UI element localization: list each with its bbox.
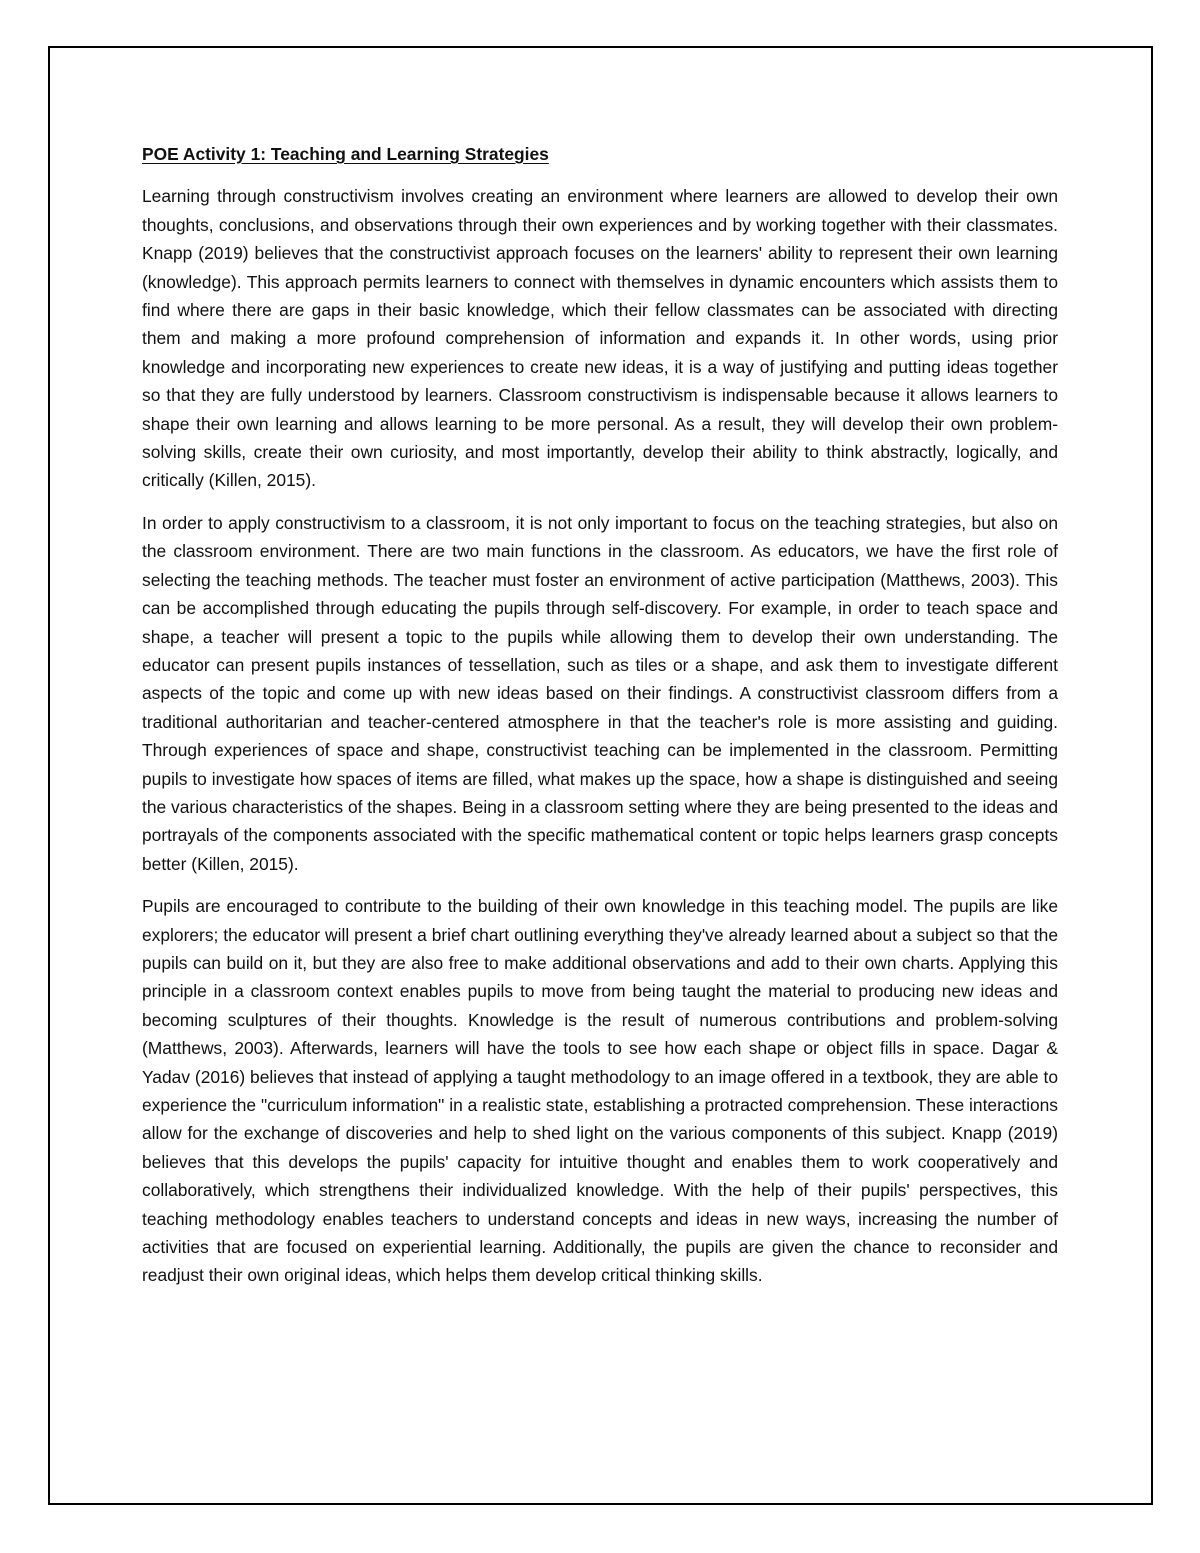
document-title: POE Activity 1: Teaching and Learning Strategies [142, 144, 549, 164]
paragraph-1: Learning through constructivism involves creating an environment where learners are allowed to develop their own thoughts, conclusions, and observations through their own experiences and by working together with their classmates. Knapp (2019) believes that the constructivist approach focuses on the learners' ability to represent their own learning (knowledge). This approach permits learners to connect with themselves in dynamic encounters which assists them to find where there are gaps in their basic knowledge, which their fellow classmates can be associated with directing them and making a more profound comprehension of information and expands it. In other words, using prior knowledge and incorporating new experiences to create new ideas, it is a way of justifying and putting ideas together so that they are fully understood by learners. Classroom constructivism is indispensable because it allows learners to shape their own learning and allows learning to be more personal. As a result, they will develop their own problem-solving skills, create their own curiosity, and most importantly, develop their ability to think abstractly, logically, and critically (Killen, 2015). [142, 186, 1058, 491]
paragraph-3: Pupils are encouraged to contribute to the building of their own knowledge in this teaching model. The pupils are like explorers; the educator will present a brief chart outlining everything they've already learned about a subject so that the pupils can build on it, but they are also free to make additional observations and add to their own charts. Applying this principle in a classroom context enables pupils to move from being taught the material to producing new ideas and becoming sculptures of their thoughts. Knowledge is the result of numerous contributions and problem-solving (Matthews, 2003). Afterwards, learners will have the tools to see how each shape or object fills in space. Dagar & Yadav (2016) believes that instead of applying a taught methodology to an image offered in a textbook, they are able to experience the "curriculum information" in a realistic state, establishing a protracted comprehension. These interactions allow for the exchange of discoveries and help to shed light on the various components of this subject. Knapp (2019) believes that this develops the pupils' capacity for intuitive thought and enables them to work cooperatively and collaboratively, which strengthens their individualized knowledge. With the help of their pupils' perspectives, this teaching methodology enables teachers to understand concepts and ideas in new ways, increasing the number of activities that are focused on experiential learning. Additionally, the pupils are given the chance to reconsider and readjust their own original ideas, which helps them develop critical thinking skills. [142, 896, 1058, 1286]
document-body [142, 140, 1058, 1304]
paragraph-2: In order to apply constructivism to a classroom, it is not only important to focus on the teaching strategies, but also on the classroom environment. There are two main functions in the classroom. As educators, we have the first role of selecting the teaching methods. The teacher must foster an environment of active participation (Matthews, 2003). This can be accomplished through educating the pupils through self-discovery. For example, in order to teach space and shape, a teacher will present a topic to the pupils while allowing them to develop their own understanding. The educator can present pupils instances of tessellation, such as tiles or a shape, and ask them to investigate different aspects of the topic and come up with new ideas based on their findings. A constructivist classroom differs from a traditional authoritarian and teacher-centered atmosphere in that the teacher's role is more assisting and guiding. Through experiences of space and shape, constructivist teaching can be implemented in the classroom. Permitting pupils to investigate how spaces of items are filled, what makes up the space, how a shape is distinguished and seeing the various characteristics of the shapes. Being in a classroom setting where they are being presented to the ideas and portrayals of the components associated with the specific mathematical content or topic helps learners grasp concepts better (Killen, 2015). [142, 512, 1058, 874]
